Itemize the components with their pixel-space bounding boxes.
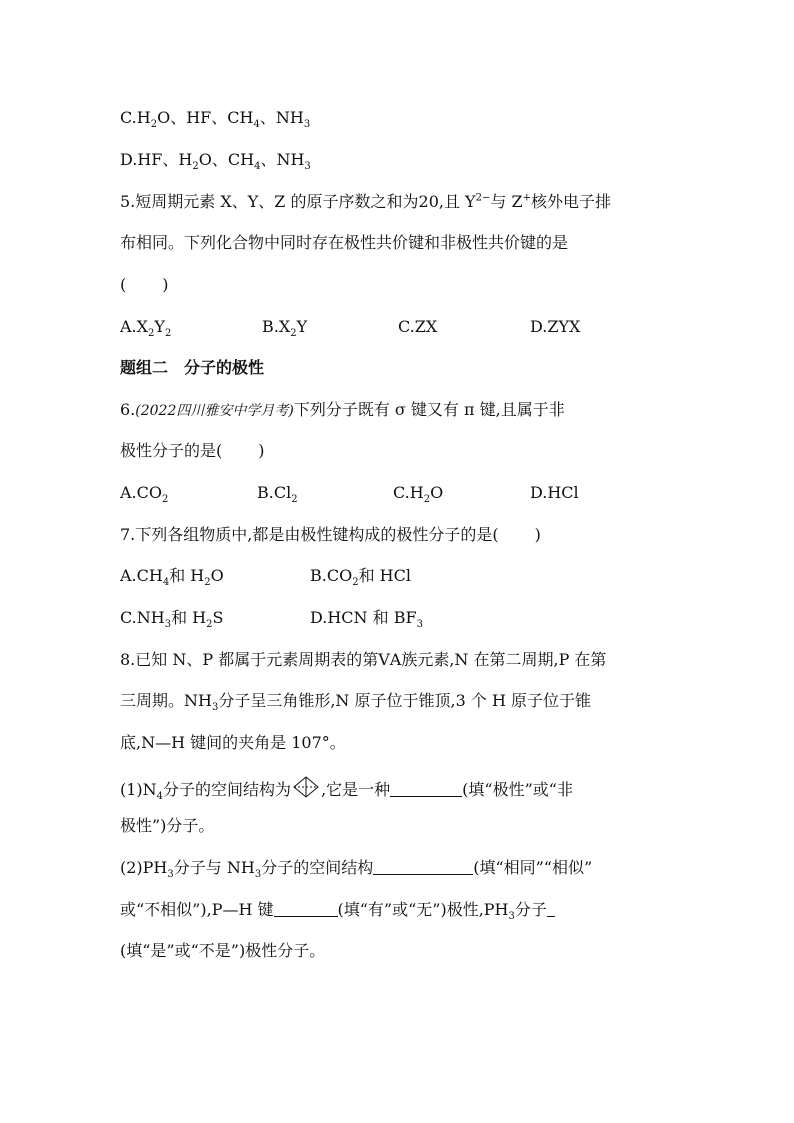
text: 极性分子的是( (120, 441, 223, 460)
text: (1)N (120, 780, 157, 799)
subscript: 2 (204, 577, 211, 589)
subscript: 3 (416, 619, 423, 631)
text: A.CO (120, 483, 162, 502)
text: 分子呈三角锥形,N 原子位于锥顶,3 个 H 原子位于锥 (218, 691, 591, 710)
q7-option-a (120, 566, 224, 589)
text: (填“相同”“相似” (473, 858, 593, 877)
q8-stem-line2 (120, 691, 591, 714)
subscript: 2 (192, 161, 199, 173)
text: 和 H (169, 566, 205, 585)
q6-option-a (120, 483, 169, 506)
text: S (212, 608, 224, 627)
subscript: 3 (508, 911, 515, 923)
answer-blank[interactable] (547, 900, 555, 917)
text: 、NH (259, 108, 304, 127)
text: O、HF、CH (157, 108, 254, 127)
text: 7.下列各组物质中,都是由极性键构成的极性分子的是( (120, 525, 499, 544)
q8-part2-line2 (120, 900, 555, 923)
subscript: 3 (303, 119, 311, 131)
q7-option-d (310, 608, 423, 631)
subscript: 2 (352, 577, 359, 589)
text: 下列分子既有 σ 键又有 π 键,且属于非 (293, 400, 565, 419)
text: (2)PH (120, 858, 168, 877)
q6-stem-line2 (120, 441, 265, 461)
subscript: 3 (164, 619, 172, 631)
text: A.X (120, 317, 149, 336)
subscript: 2 (148, 328, 155, 340)
subscript: 2 (291, 494, 298, 506)
q8-stem-line3: 底,N—H 键间的夹角是 107°。 (120, 733, 346, 752)
subscript: 3 (167, 869, 174, 881)
section-heading: 题组二 分子的极性 (120, 358, 265, 377)
text: O、CH (198, 150, 255, 169)
q8-part2-line1 (120, 858, 593, 881)
n4-tetrahedron-icon (291, 775, 321, 804)
question-source: (2022四川雅安中学月考) (135, 403, 294, 419)
q6-option-d: D.HCl (530, 483, 579, 502)
text: B.X (262, 317, 291, 336)
text: ( (120, 275, 127, 294)
answer-blank[interactable] (373, 858, 473, 875)
text: 分子 (514, 900, 547, 919)
text: 和 H (171, 608, 207, 627)
text: A.CH (120, 566, 163, 585)
q7-stem (120, 525, 541, 545)
subscript: 2 (290, 328, 297, 340)
q6-option-b (257, 483, 298, 506)
subscript: 2 (423, 494, 431, 506)
answer-blank[interactable] (390, 780, 462, 797)
text: 三周期。NH (120, 691, 212, 710)
superscript: + (522, 192, 531, 204)
text: ,它是一种 (321, 780, 391, 799)
text: 分子的空间结构 (261, 858, 374, 877)
q8-part1-line1 (120, 775, 573, 804)
q7-option-c (120, 608, 224, 631)
text: 、NH (260, 150, 305, 169)
q5-option-d: D.ZYX (530, 317, 581, 336)
q4-option-c (120, 108, 311, 131)
subscript: 3 (254, 869, 262, 881)
text: B.Cl (257, 483, 292, 502)
q7-option-b (310, 566, 411, 589)
text: C.H (120, 108, 151, 127)
q8-stem-line1: 8.已知 N、P 都属于元素周期表的第ⅤA族元素,N 在第二周期,P 在第 (120, 650, 607, 669)
subscript: 2 (206, 619, 213, 631)
text: (填“极性”或“非 (462, 780, 573, 799)
q8-part2-line3: (填“是”或“不是”)极性分子。 (120, 941, 326, 960)
subscript: 2 (150, 119, 158, 131)
text: 核外电子排 (530, 192, 611, 211)
text: (填“有”或“无”)极性,PH (337, 900, 509, 919)
text: Y (296, 317, 308, 336)
text: Y (154, 317, 165, 336)
text: ) (162, 275, 169, 294)
text: C.NH (120, 608, 165, 627)
text: 和 HCl (358, 566, 411, 585)
subscript: 3 (304, 161, 311, 173)
subscript: 4 (162, 577, 170, 589)
text: D.HCN 和 BF (310, 608, 417, 627)
text: 与 Z (490, 192, 523, 211)
text: O (430, 483, 444, 502)
text: C.H (393, 483, 424, 502)
q4-option-d (120, 150, 311, 173)
text: O (210, 566, 224, 585)
q8-part1-line2: 极性”)分子。 (120, 816, 215, 835)
subscript: 2 (162, 494, 169, 506)
superscript: 2− (475, 192, 491, 204)
q5-option-a (120, 317, 172, 340)
q5-answer-paren (120, 275, 169, 295)
subscript: 4 (253, 119, 260, 131)
q5-option-b (262, 317, 308, 340)
q6-stem-line1 (120, 400, 565, 421)
text: B.CO (310, 566, 353, 585)
subscript: 3 (211, 702, 219, 714)
subscript: 2 (164, 328, 172, 340)
q6-option-c (393, 483, 444, 506)
text: ) (534, 525, 541, 544)
answer-blank[interactable] (274, 900, 338, 917)
q5-stem-line1 (120, 192, 611, 212)
text: 分子的空间结构为 (163, 780, 292, 799)
text: ) (258, 441, 265, 460)
q5-stem-line2: 布相同。下列化合物中同时存在极性共价键和非极性共价键的是 (120, 233, 569, 252)
question-number: 6. (120, 400, 136, 419)
text: 或“不相似”),P—H 键 (120, 900, 274, 919)
text: 分子与 NH (173, 858, 255, 877)
text: 5.短周期元素 X、Y、Z 的原子序数之和为20,且 Y (120, 192, 476, 211)
subscript: 4 (156, 791, 164, 803)
text: D.HF、H (120, 150, 193, 169)
subscript: 4 (254, 161, 261, 173)
q5-option-c: C.ZX (398, 317, 438, 336)
